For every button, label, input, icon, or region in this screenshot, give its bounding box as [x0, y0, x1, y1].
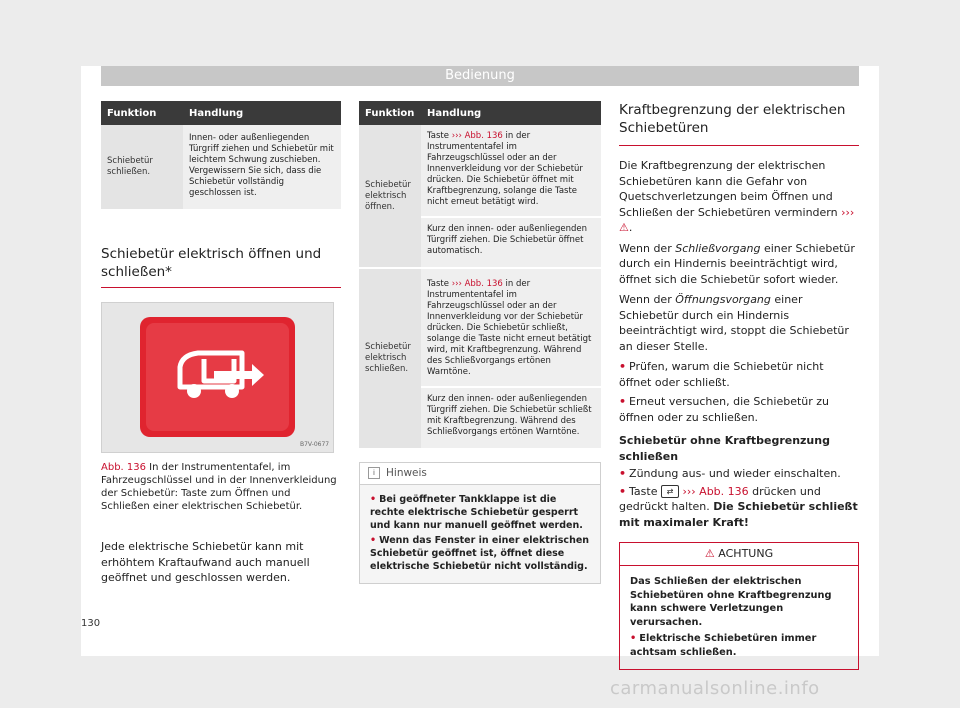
- hint-title: Hinweis: [386, 467, 427, 479]
- bullet-icon: •: [370, 535, 377, 546]
- warning-title: ACHTUNG: [718, 547, 774, 560]
- text: Schließvorgang: [675, 241, 761, 255]
- warning-box: [619, 542, 859, 670]
- cell-handlung: [421, 125, 601, 217]
- figure-link[interactable]: ››› Abb. 136: [451, 279, 503, 289]
- table-header-handlung: Handlung: [421, 101, 601, 125]
- warning-triangle-icon: ⚠: [704, 547, 715, 560]
- warning-item: [630, 632, 848, 659]
- subheading: Schiebetür ohne Kraftbegrenzung schließen: [619, 434, 830, 463]
- sliding-door-button-icon: ⇄: [661, 485, 679, 498]
- caption-text: In der Instrumententafel, im Fahrzeugschlüssel und in der Innenverkleidung der Schiebetür: Taste zum Öffnen und Schließen einer elektrischen Schiebetür.: [101, 462, 337, 512]
- text: Die Kraftbegrenzung der elektrischen Schiebetüren kann die Gefahr von Quetschverletzungen beim Öffnen und Schließen der Schiebetüren vermindern: [619, 159, 838, 219]
- text: Wenn der: [619, 293, 676, 306]
- table-header-handlung: Handlung: [183, 101, 341, 125]
- figure-button: [101, 302, 334, 453]
- figure-caption: [101, 461, 341, 513]
- paragraph: Die Kraftbegrenzung der elektrischen Schiebetüren kann die Gefahr von Quetschverletzungen beim Öffnen und Schließen der Schiebetüren vermindern ››› ⚠.: [619, 159, 855, 234]
- warning-header: [620, 543, 858, 566]
- bullet-icon: •: [619, 360, 627, 373]
- text: Taste: [629, 484, 661, 498]
- cell-handlung: Kurz den innen- oder außenliegenden Türgriff ziehen. Die Schiebetür öffnet automatisch.: [421, 217, 601, 268]
- text: in der Instrumententafel im Fahrzeugschlüssel oder an der Innenverkleidung vor der Schiebetür drücken. Die Schiebetür schließt, solange die Taste nicht erneut betätigt wird, mit Kraftbegrenzung. Während des Schließvorgangs ertönen Warntöne.: [427, 279, 592, 377]
- paragraph: [619, 292, 859, 354]
- text: Wenn der: [619, 241, 676, 255]
- hint-box: [359, 462, 601, 584]
- table-row: [101, 125, 341, 210]
- hint-item: [370, 534, 590, 573]
- text: Prüfen, warum die Schiebetür nicht öffnet oder schließt.: [619, 360, 824, 389]
- table-header-funktion: Funktion: [101, 101, 183, 125]
- text: Taste: [427, 131, 452, 141]
- bullet-item: [619, 484, 859, 531]
- figure-link[interactable]: ››› Abb. 136: [682, 484, 749, 498]
- cell-funktion: Schiebetür elektrisch öffnen.: [359, 125, 421, 268]
- page-number: 130: [81, 618, 101, 629]
- text: in der Instrumententafel im Fahrzeugschlüssel oder an der Innenverkleidung vor der Schiebetür drücken. Die Schiebetür öffnet mit Kraftbegrenzung, solange die Taste nicht erneut betätigt wird.: [427, 131, 583, 207]
- table-header-funktion: Funktion: [359, 101, 421, 125]
- paragraph: [619, 241, 859, 288]
- caption-ref[interactable]: Abb. 136: [101, 462, 146, 473]
- bullet-icon: •: [630, 633, 637, 644]
- text: Erneut versuchen, die Schiebetür zu öffnen oder zu schließen.: [619, 395, 830, 424]
- cell-funktion: Schiebetür schließen.: [101, 125, 183, 210]
- warning-body: [620, 566, 858, 669]
- text: Die Schiebetür schließt mit maximaler Kraft!: [619, 500, 858, 529]
- hint-header: [360, 463, 600, 485]
- bullet-icon: •: [619, 484, 627, 498]
- right-column: [619, 101, 859, 670]
- section-title-electric: Schiebetür elektrisch öffnen und schließen*: [101, 245, 341, 288]
- text: drücken und gedrückt halten.: [619, 484, 821, 513]
- button-illustration: [102, 303, 333, 452]
- text: einer Schiebetür durch ein Hindernis beeinträchtigt wird, öffnet sich die Schiebetür sofort wieder.: [619, 241, 855, 286]
- bullet-item: [619, 394, 859, 425]
- cell-handlung: Innen- oder außenliegenden Türgriff ziehen und Schiebetür mit leichtem Schwung zuschieben. Vergewissern Sie sich, dass die Schiebetür vollständig geschlossen ist.: [183, 125, 341, 210]
- bullet-icon: •: [370, 494, 377, 505]
- middle-column: [359, 101, 601, 584]
- text: einer Schiebetür durch ein Hindernis beeinträchtigt wird, stoppt die Schiebetür an dieser Stelle.: [619, 293, 849, 353]
- warning-triangle-icon: ⚠: [619, 221, 629, 234]
- bullet-icon: •: [619, 467, 627, 480]
- table-close: [101, 101, 341, 211]
- bullet-icon: •: [619, 395, 627, 408]
- left-column: [101, 101, 341, 586]
- warning-text: Das Schließen der elektrischen Schiebetüren ohne Kraftbegrenzung kann schwere Verletzungen verursachen.: [630, 576, 832, 628]
- warning-item-text: Elektrische Schiebetüren immer achtsam schließen.: [630, 633, 817, 658]
- warning-link[interactable]: ›››: [841, 205, 855, 219]
- table-row: [359, 125, 601, 217]
- info-icon: i: [368, 467, 380, 479]
- section1-body: Jede elektrische Schiebetür kann mit erhöhtem Kraftaufwand auch manuell geöffnet und geschlossen werden.: [101, 540, 310, 584]
- cell-handlung: [421, 268, 601, 387]
- hint-item: [370, 493, 590, 532]
- hint-text: Wenn das Fenster in einer elektrischen Schiebetür geöffnet ist, öffnet diese elektrische Schiebetür nicht vollständig.: [370, 535, 590, 572]
- figure-link[interactable]: ››› Abb. 136: [451, 131, 503, 141]
- hint-body: [360, 485, 600, 583]
- hint-text: Bei geöffneter Tankklappe ist die rechte elektrische Schiebetür gesperrt und kann nur manuell geöffnet werden.: [370, 494, 583, 531]
- text: Öffnungsvorgang: [675, 293, 771, 306]
- bullet-item: [619, 466, 859, 482]
- cell-funktion: Schiebetür elektrisch schließen.: [359, 268, 421, 449]
- text: Zündung aus- und wieder einschalten.: [629, 467, 841, 480]
- text: Taste: [427, 279, 452, 289]
- cell-handlung: Kurz den innen- oder außenliegenden Türgriff ziehen. Die Schiebetür schließt mit Kraftbegrenzung. Während des Schließvorgangs ertönen Warntöne.: [421, 387, 601, 449]
- section-title-force-limit: Kraftbegrenzung der elektrischen Schiebetüren: [619, 101, 859, 146]
- table-electric: [359, 101, 601, 450]
- bullet-item: [619, 359, 859, 390]
- section-header: Bedienung: [101, 66, 859, 86]
- figure-code: B7V-0677: [300, 441, 330, 448]
- table-row: [359, 268, 601, 387]
- watermark: carmanualsonline.info: [610, 678, 820, 699]
